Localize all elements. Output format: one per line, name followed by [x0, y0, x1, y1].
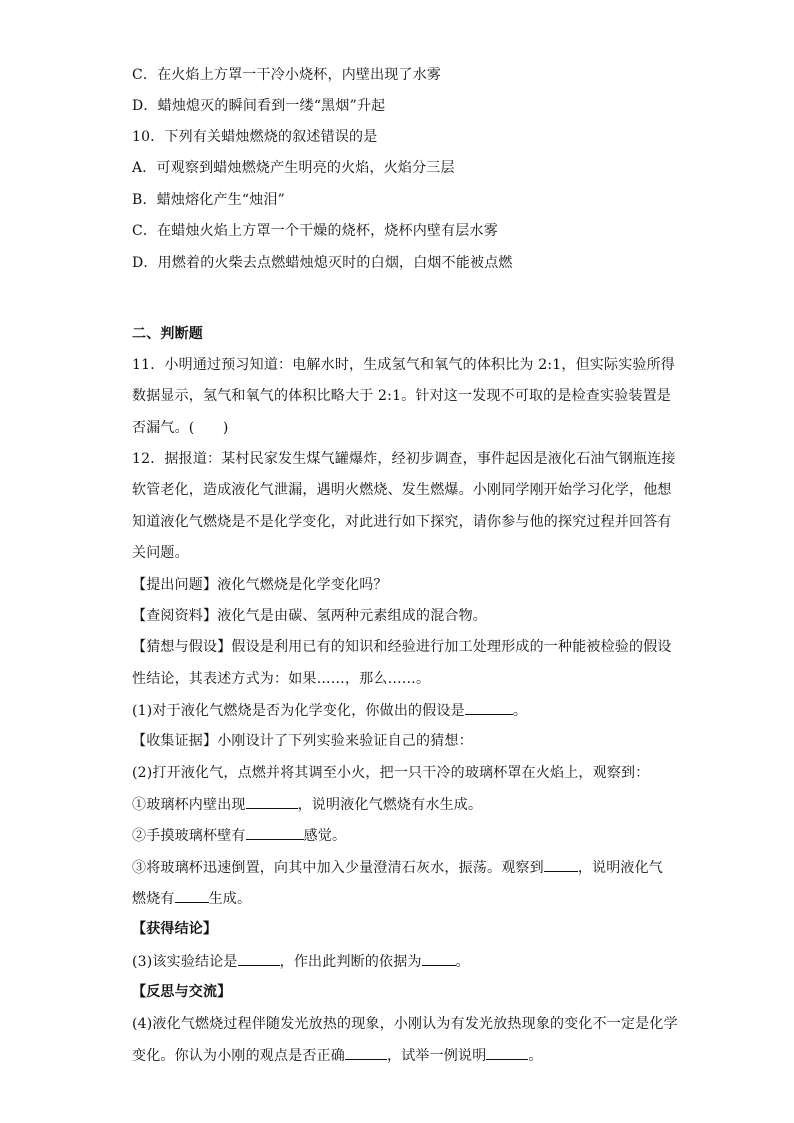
q12-line-3: 知道液化气燃烧是不是化学变化，对此进行如下探究，请你参与他的探究过程并回答有 [132, 514, 672, 530]
q12-sub3-text: (3)该实验结论是 [132, 954, 238, 970]
q12-collect: 【收集证据】小刚设计了下列实验来验证自己的猜想： [132, 733, 473, 749]
q10-option-c: C．在蜡烛火焰上方罩一个干燥的烧杯，烧杯内壁有层水雾 [132, 223, 498, 239]
answer-blank[interactable] [238, 951, 280, 966]
q9-option-d: D．蜡烛熄灭的瞬间看到一缕“黑烟”升起 [132, 98, 386, 114]
answer-blank[interactable] [486, 1045, 528, 1060]
q12-sub1 [132, 700, 672, 721]
q12-obs3b-text: 燃烧有 [132, 891, 175, 907]
q12-line-1: 12．据报道：某村民家发生煤气罐爆炸，经初步调查，事件起因是液化石油气钢瓶连接 [132, 451, 676, 467]
q12-sub4-line-1: (4)液化气燃烧过程伴随发光放热的现象，小刚认为有发光放热现象的变化不一定是化学 [132, 1016, 678, 1032]
q12-reflect-head: 【反思与交流】 [132, 984, 232, 1000]
q10-stem: 10．下列有关蜡烛燃烧的叙述错误的是 [132, 129, 378, 145]
q12-sub3 [132, 951, 672, 972]
q12-hypothesis-line-2: 性结论，其表述方式为：如果……，那么……。 [132, 671, 431, 687]
q12-obs3b-end: 生成。 [208, 891, 252, 907]
q12-ask-question: 【提出问题】液化气燃烧是化学变化吗？ [132, 577, 388, 593]
q12-sub3-mid: ，作出此判断的依据为 [279, 954, 422, 970]
q11-line-1: 11．小明通过预习知道：电解水时，生成氢气和氧气的体积比为 2:1，但实际实验所得 [132, 357, 675, 373]
q9-option-c: C．在火焰上方罩一干冷小烧杯，内壁出现了水雾 [132, 67, 442, 83]
q12-sub4-end: 。 [528, 1048, 543, 1064]
q12-consult: 【查阅资料】液化气是由碳、氢两种元素组成的混合物。 [132, 608, 487, 624]
answer-blank[interactable] [175, 888, 209, 903]
q12-obs3-text: ③将玻璃杯迅速倒置，向其中加入少量澄清石灰水，振荡。观察到 [132, 860, 544, 876]
answer-blank[interactable] [246, 825, 304, 840]
answer-blank[interactable] [246, 794, 298, 809]
answer-blank[interactable] [422, 951, 456, 966]
q10-option-b: B．蜡烛熔化产生“烛泪” [132, 192, 286, 208]
answer-blank[interactable] [544, 857, 578, 872]
q11-line-2: 数据显示，氢气和氧气的体积比略大于 2:1。针对这一发现不可取的是检查实验装置是 [132, 388, 671, 404]
q12-line-4: 关问题。 [132, 545, 189, 561]
q10-option-d: D．用燃着的火柴去点燃蜡烛熄灭时的白烟，白烟不能被点燃 [132, 255, 513, 271]
q12-obs3-cont [132, 888, 672, 909]
q10-option-a: A．可观察到蜡烛燃烧产生明亮的火焰，火焰分三层 [132, 160, 455, 176]
q12-obs1 [132, 794, 672, 815]
q12-conclusion-head: 【获得结论】 [132, 921, 218, 937]
q12-obs3 [132, 857, 672, 878]
section-title: 二、判断题 [132, 326, 203, 342]
answer-blank[interactable] [345, 1045, 387, 1060]
q12-obs1-text: ①玻璃杯内壁出现 [132, 797, 246, 813]
q12-sub4-line-2 [132, 1045, 672, 1066]
q12-sub4-text: 变化。你认为小刚的观点是否正确 [132, 1048, 345, 1064]
q12-obs1-end: ，说明液化气燃烧有水生成。 [297, 797, 483, 813]
q12-obs2 [132, 825, 672, 846]
q12-obs2-text: ②手摸玻璃杯壁有 [132, 828, 246, 844]
q12-sub1-end: 。 [512, 703, 528, 719]
q12-obs3-end: ，说明液化气 [577, 860, 664, 876]
q12-sub1-text: (1)对于液化气燃烧是否为化学变化，你做出的假设是 [132, 703, 465, 719]
q12-line-2: 软管老化，造成液化气泄漏，遇明火燃烧、发生燃爆。小刚同学刚开始学习化学，他想 [132, 482, 672, 498]
answer-blank[interactable] [465, 700, 513, 715]
q12-sub3-end: 。 [455, 954, 470, 970]
q12-sub4-mid: ，试举一例说明 [387, 1048, 487, 1064]
q12-sub2: (2)打开液化气，点燃并将其调至小火，把一只干冷的玻璃杯罩在火焰上，观察到： [132, 765, 650, 781]
q12-hypothesis-line-1: 【猜想与假设】假设是利用已有的知识和经验进行加工处理形成的一种能被检验的假设 [132, 639, 672, 655]
q12-obs2-end: 感觉。 [303, 828, 347, 844]
q11-line-3: 否漏气。( ) [132, 420, 229, 436]
